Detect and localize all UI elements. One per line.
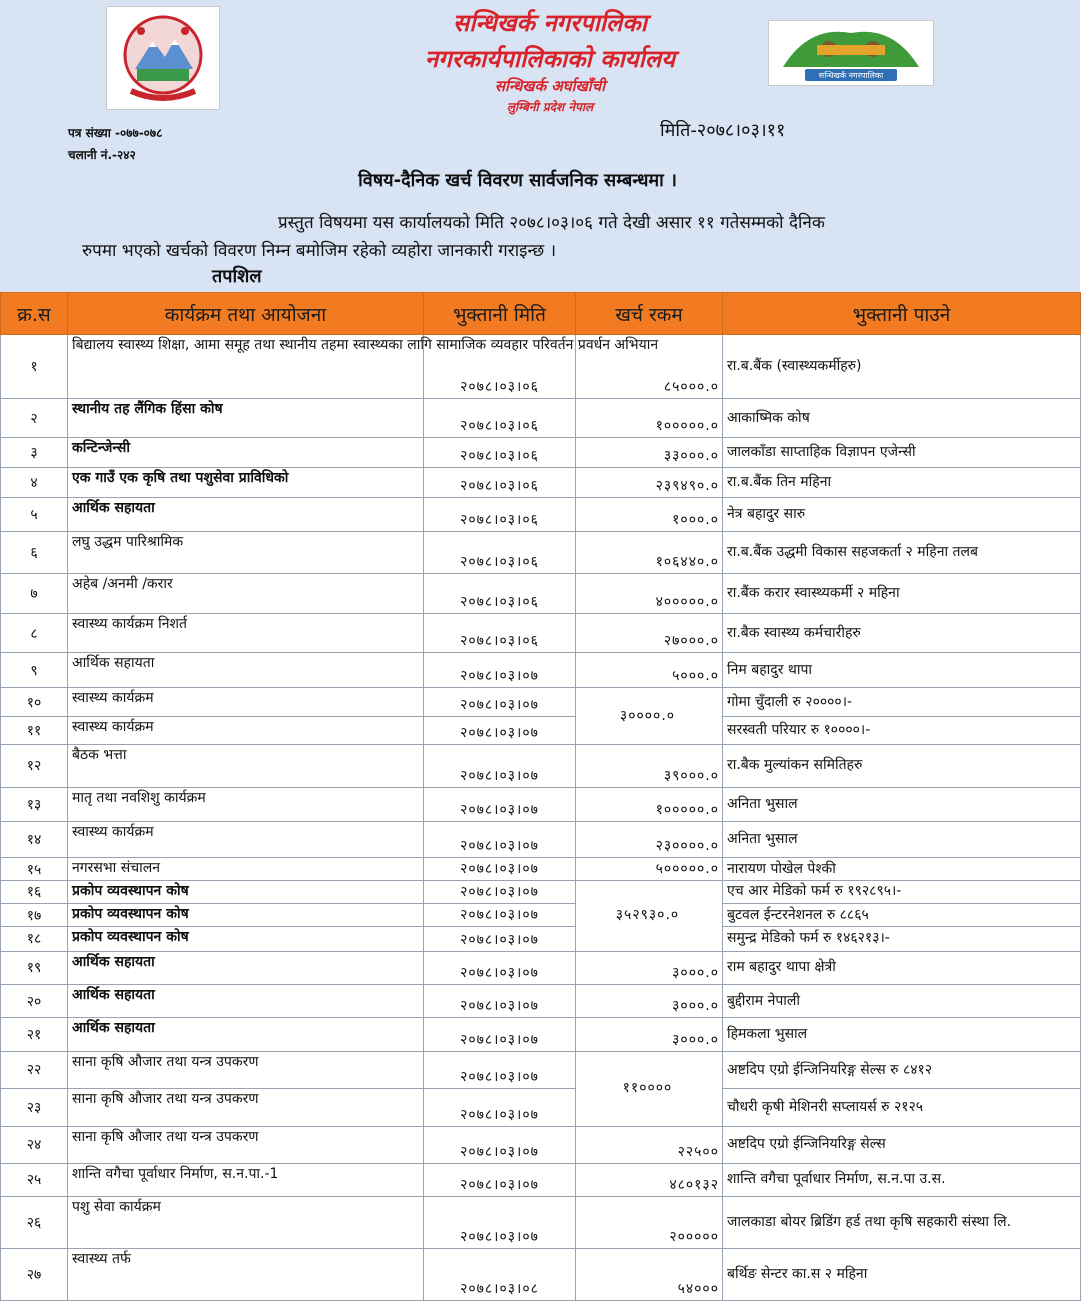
row-amount: १०००.० xyxy=(576,498,723,532)
expense-table xyxy=(0,292,1081,1301)
table-row xyxy=(1,927,1081,951)
row-date: २०७८।०३।०७ xyxy=(424,745,576,788)
row-sn: १ xyxy=(1,335,68,399)
letterhead xyxy=(0,0,1080,292)
row-sn: १२ xyxy=(1,745,68,788)
row-sn: २ xyxy=(1,398,68,437)
table-row xyxy=(1,880,1081,903)
row-payee: रा.बैक स्वास्थ्य कर्मचारीहरु xyxy=(723,614,1081,652)
col-header-amount: खर्च रकम xyxy=(576,293,723,335)
table-row xyxy=(1,903,1081,926)
col-header-program: कार्यक्रम तथा आयोजना xyxy=(68,293,424,335)
col-header-sn: क्र.स xyxy=(1,293,68,335)
row-program: साना कृषि औजार तथा यन्त्र उपकरण xyxy=(68,1089,424,1126)
row-sn: १० xyxy=(1,688,68,716)
table-row xyxy=(1,532,1081,574)
table-row xyxy=(1,335,1081,399)
subject-line: विषय-दैनिक खर्च विवरण सार्वजनिक सम्बन्धमा । xyxy=(358,170,677,191)
dispatch-number: चलानी नं.-२४२ xyxy=(68,148,136,162)
table-row xyxy=(1,467,1081,497)
org-address: सन्धिखर्क अर्घाखाँची xyxy=(494,77,606,95)
row-payee: जालकाँडा साप्ताहिक विज्ञापन एजेन्सी xyxy=(723,438,1081,467)
row-payee: बुद्दीराम नेपाली xyxy=(723,984,1081,1017)
table-row xyxy=(1,498,1081,532)
row-program: प्रकोप व्यवस्थापन कोष xyxy=(68,927,424,951)
row-date: २०७८।०३।०७ xyxy=(424,903,576,926)
row-payee: अष्टदिप एग्रो ईन्जिनियरिङ्ग सेल्स xyxy=(723,1126,1081,1163)
row-payee: अष्टदिप एग्रो ईन्जिनियरिङ्ग सेल्स रु ८४१२ xyxy=(723,1051,1081,1088)
row-program: पशु सेवा कार्यक्रम xyxy=(68,1196,424,1249)
row-payee: बर्थिङ सेन्टर का.स २ महिना xyxy=(723,1249,1081,1301)
reference-number: पत्र संख्या -०७७-०७८ xyxy=(68,126,163,140)
municipality-logo xyxy=(768,20,934,86)
row-amount: ४०००००.० xyxy=(576,573,723,614)
row-date: २०७८।०३।०७ xyxy=(424,1126,576,1163)
row-amount: २३९४९०.० xyxy=(576,467,723,497)
row-date: २०७८।०३।०६ xyxy=(424,614,576,652)
row-date: २०७८।०३।०६ xyxy=(424,335,576,399)
row-sn: २६ xyxy=(1,1196,68,1249)
row-program: स्वास्थ्य कार्यक्रम xyxy=(68,688,424,716)
row-sn: ३ xyxy=(1,438,68,467)
row-payee: हिमकला भुसाल xyxy=(723,1018,1081,1051)
row-date: २०७८।०३।०७ xyxy=(424,880,576,903)
row-amount: ४८०१३२ xyxy=(576,1164,723,1196)
row-amount: २२५०० xyxy=(576,1126,723,1163)
row-program: साना कृषि औजार तथा यन्त्र उपकरण xyxy=(68,1126,424,1163)
row-program: आर्थिक सहायता xyxy=(68,498,424,532)
row-payee: रा.बैंक करार स्वास्थ्यकर्मी २ महिना xyxy=(723,573,1081,614)
table-row xyxy=(1,688,1081,716)
row-payee: नारायण पोखेल पेश्की xyxy=(723,858,1081,880)
row-amount: ३९०००.० xyxy=(576,745,723,788)
nepal-emblem-logo xyxy=(106,6,220,110)
row-date: २०७८।०३।०७ xyxy=(424,688,576,716)
table-row xyxy=(1,984,1081,1017)
row-payee: रा.ब.बैंक तिन महिना xyxy=(723,467,1081,497)
table-row xyxy=(1,1164,1081,1196)
row-amount: १०६४४०.० xyxy=(576,532,723,574)
body-paragraph-line1: प्रस्तुत विषयमा यस कार्यालयको मिति २०७८।०३।०६ गते देखी असार ११ गतेसम्मको दैनिक xyxy=(278,213,825,233)
table-row xyxy=(1,573,1081,614)
row-sn: ६ xyxy=(1,532,68,574)
row-sn: २७ xyxy=(1,1249,68,1301)
row-sn: २१ xyxy=(1,1018,68,1051)
row-amount: २००००० xyxy=(576,1196,723,1249)
row-date: २०७८।०३।०७ xyxy=(424,927,576,951)
row-program: स्वास्थ्य कार्यक्रम xyxy=(68,821,424,857)
row-date: २०७८।०३।०७ xyxy=(424,1164,576,1196)
row-program: स्वास्थ्य तर्फ xyxy=(68,1249,424,1301)
row-program: बिद्यालय स्वास्थ्य शिक्षा, आमा समूह तथा स्थानीय तहमा स्वास्थ्यका लागि सामाजिक व्यवहार परिवर्तन प्रवर्धन अभियान xyxy=(68,335,424,399)
row-sn: २० xyxy=(1,984,68,1017)
row-amount: ५०००००.० xyxy=(576,858,723,880)
table-row xyxy=(1,398,1081,437)
row-amount: ३५२९३०.० xyxy=(576,880,723,951)
row-program: प्रकोप व्यवस्थापन कोष xyxy=(68,880,424,903)
table-row xyxy=(1,1018,1081,1051)
province-country: लुम्बिनी प्रदेश नेपाल xyxy=(506,100,594,114)
row-date: २०७८।०३।०७ xyxy=(424,984,576,1017)
row-date: २०७८।०३।०७ xyxy=(424,1051,576,1088)
row-payee: गोमा चुँदाली रु २००००।- xyxy=(723,688,1081,716)
row-date: २०७८।०३।०७ xyxy=(424,858,576,880)
row-sn: १७ xyxy=(1,903,68,926)
row-amount: ३००००.० xyxy=(576,688,723,745)
row-payee: एच आर मेडिको फर्म रु १९२८९५।- xyxy=(723,880,1081,903)
table-row xyxy=(1,614,1081,652)
row-payee: सरस्वती परियार रु १००००।- xyxy=(723,716,1081,744)
row-amount: ३०००.० xyxy=(576,1018,723,1051)
row-amount: ३०००.० xyxy=(576,951,723,984)
row-date: २०७८।०३।०६ xyxy=(424,398,576,437)
row-program: मातृ तथा नवशिशु कार्यक्रम xyxy=(68,787,424,821)
table-row xyxy=(1,438,1081,467)
row-amount: १०००००.० xyxy=(576,787,723,821)
logo-text: सन्धिखर्क नगरपालिका xyxy=(818,71,884,80)
row-sn: ७ xyxy=(1,573,68,614)
table-row xyxy=(1,821,1081,857)
table-row xyxy=(1,787,1081,821)
org-name: सन्धिखर्क नगरपालिका xyxy=(453,9,647,37)
row-sn: ४ xyxy=(1,467,68,497)
table-row xyxy=(1,652,1081,687)
row-program: आर्थिक सहायता xyxy=(68,984,424,1017)
table-row xyxy=(1,1196,1081,1249)
table-row xyxy=(1,1249,1081,1301)
row-date: २०७८।०३।०७ xyxy=(424,821,576,857)
row-date: २०७८।०३।०६ xyxy=(424,467,576,497)
row-payee: शान्ति वगैचा पूर्वाधार निर्माण, स.न.पा उ.स. xyxy=(723,1164,1081,1196)
row-payee: समुन्द्र मेडिको फर्म रु १४६२१३।- xyxy=(723,927,1081,951)
row-date: २०७८।०३।०७ xyxy=(424,951,576,984)
row-program: स्वास्थ्य कार्यक्रम निशर्त xyxy=(68,614,424,652)
row-date: २०७८।०३।०६ xyxy=(424,532,576,574)
col-header-payee: भुक्तानी पाउने xyxy=(723,293,1081,335)
row-payee: रा.बैक मुल्यांकन समितिहरु xyxy=(723,745,1081,788)
table-row xyxy=(1,1126,1081,1163)
row-date: २०७८।०३।०७ xyxy=(424,716,576,744)
row-program: आर्थिक सहायता xyxy=(68,1018,424,1051)
row-program: लघु उद्धम पारिश्रामिक xyxy=(68,532,424,574)
row-amount: ११०००० xyxy=(576,1051,723,1126)
row-program: आर्थिक सहायता xyxy=(68,652,424,687)
row-sn: २५ xyxy=(1,1164,68,1196)
row-amount: ३०००.० xyxy=(576,984,723,1017)
row-amount: ३३०००.० xyxy=(576,438,723,467)
row-sn: १३ xyxy=(1,787,68,821)
row-sn: २२ xyxy=(1,1051,68,1088)
row-payee: आकाष्मिक कोष xyxy=(723,398,1081,437)
col-header-payment-date: भुक्तानी मिति xyxy=(424,293,576,335)
row-payee: चौधरी कृषी मेशिनरी सप्लायर्स रु २१२५ xyxy=(723,1089,1081,1126)
row-sn: १९ xyxy=(1,951,68,984)
row-date: २०७८।०३।०८ xyxy=(424,1249,576,1301)
row-date: २०७८।०३।०७ xyxy=(424,1018,576,1051)
row-date: २०७८।०३।०७ xyxy=(424,1196,576,1249)
row-amount: ५४००० xyxy=(576,1249,723,1301)
row-amount: २७०००.० xyxy=(576,614,723,652)
letter-date: मिति-२०७८।०३।११ xyxy=(660,120,786,141)
row-payee: रा.ब.बैंक (स्वास्थ्यकर्मीहरु) xyxy=(723,335,1081,399)
details-heading: तपशिल xyxy=(212,266,262,287)
row-date: २०७८।०३।०६ xyxy=(424,573,576,614)
row-program: एक गाउँ एक कृषि तथा पशुसेवा प्राविधिको xyxy=(68,467,424,497)
row-payee: अनिता भुसाल xyxy=(723,787,1081,821)
table-row xyxy=(1,858,1081,880)
row-amount: १०००००.० xyxy=(576,398,723,437)
row-amount: ८५०००.० xyxy=(576,335,723,399)
table-row xyxy=(1,951,1081,984)
row-date: २०७८।०३।०६ xyxy=(424,438,576,467)
row-sn: ९ xyxy=(1,652,68,687)
row-payee: रा.ब.बैंक उद्धमी विकास सहजकर्ता २ महिना तलब xyxy=(723,532,1081,574)
row-date: २०७८।०३।०७ xyxy=(424,787,576,821)
table-row xyxy=(1,1089,1081,1126)
row-payee: राम बहादुर थापा क्षेत्री xyxy=(723,951,1081,984)
row-program: कन्टिन्जेन्सी xyxy=(68,438,424,467)
row-sn: १४ xyxy=(1,821,68,857)
row-sn: ११ xyxy=(1,716,68,744)
row-program: अहेब /अनमी /करार xyxy=(68,573,424,614)
row-sn: २३ xyxy=(1,1089,68,1126)
table-header-row xyxy=(1,293,1081,335)
row-sn: २४ xyxy=(1,1126,68,1163)
row-payee: अनिता भुसाल xyxy=(723,821,1081,857)
row-sn: ५ xyxy=(1,498,68,532)
row-date: २०७८।०३।०७ xyxy=(424,652,576,687)
table-row xyxy=(1,716,1081,744)
table-row xyxy=(1,745,1081,788)
row-payee: जालकाडा बोयर ब्रिडिंग हर्ड तथा कृषि सहकारी संस्था लि. xyxy=(723,1196,1081,1249)
office-name: नगरकार्यपालिकाको कार्यालय xyxy=(424,45,676,73)
row-amount: ५०००.० xyxy=(576,652,723,687)
row-sn: ८ xyxy=(1,614,68,652)
row-date: २०७८।०३।०६ xyxy=(424,498,576,532)
table-row xyxy=(1,1051,1081,1088)
row-program: स्थानीय तह लैंगिक हिंसा कोष xyxy=(68,398,424,437)
row-program: नगरसभा संचालन xyxy=(68,858,424,880)
row-program: स्वास्थ्य कार्यक्रम xyxy=(68,716,424,744)
row-program: साना कृषि औजार तथा यन्त्र उपकरण xyxy=(68,1051,424,1088)
row-program: आर्थिक सहायता xyxy=(68,951,424,984)
row-payee: बुटवल ईन्टरनेशनल रु ८८६५ xyxy=(723,903,1081,926)
row-program: बैठक भत्ता xyxy=(68,745,424,788)
row-program: शान्ति वगैचा पूर्वाधार निर्माण, स.न.पा.-1 xyxy=(68,1164,424,1196)
body-paragraph-line2: रुपमा भएको खर्चको विवरण निम्न बमोजिम रहेको व्यहोरा जानकारी गराइन्छ । xyxy=(82,241,557,261)
row-sn: १५ xyxy=(1,858,68,880)
row-date: २०७८।०३।०७ xyxy=(424,1089,576,1126)
row-payee: निम बहादुर थापा xyxy=(723,652,1081,687)
row-sn: १८ xyxy=(1,927,68,951)
row-payee: नेत्र बहादुर सारु xyxy=(723,498,1081,532)
row-amount: २३००००.० xyxy=(576,821,723,857)
row-program: प्रकोप व्यवस्थापन कोष xyxy=(68,903,424,926)
row-sn: १६ xyxy=(1,880,68,903)
